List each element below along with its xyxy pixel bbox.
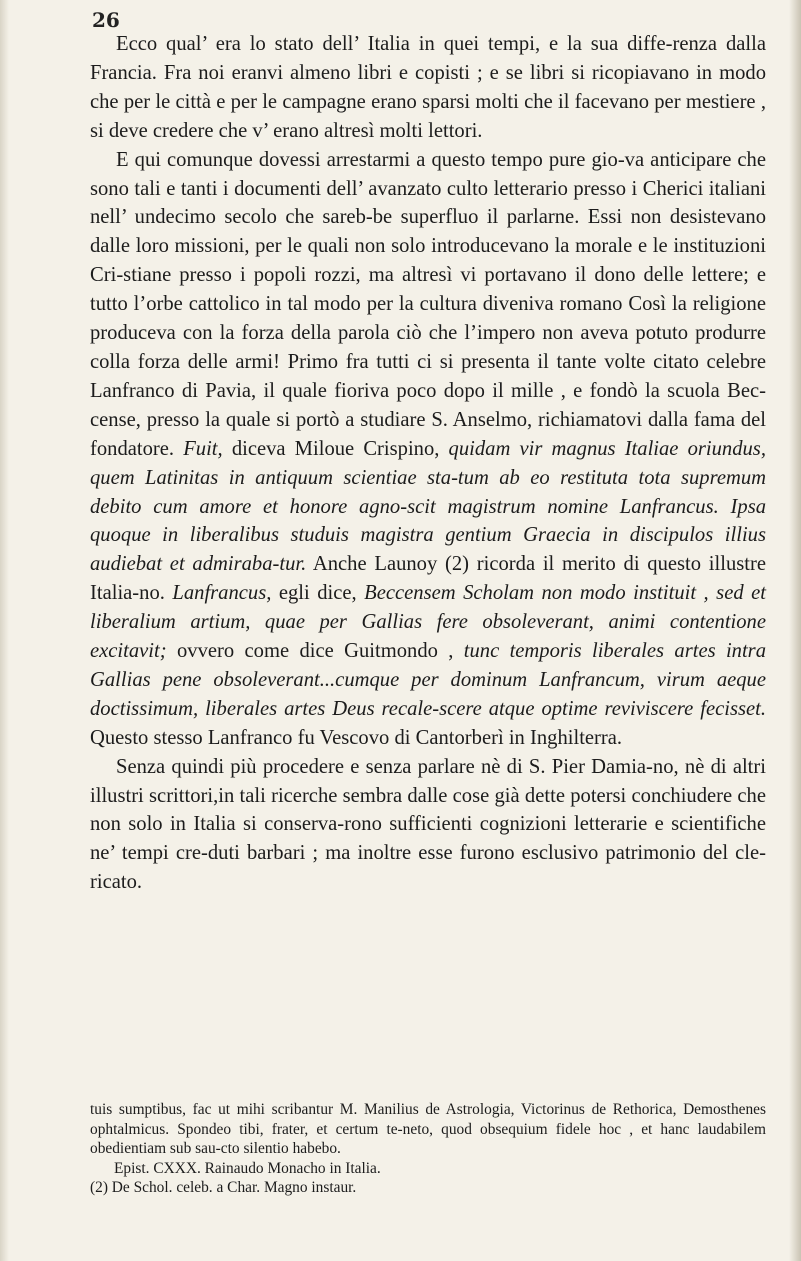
- paragraph-2-text-d: egli dice,: [278, 582, 357, 605]
- paragraph-2-text-f: Questo stesso Lanfranco fu Vescovo di Cantorberì in Inghilterra.: [90, 726, 623, 749]
- page-right-edge: [789, 0, 801, 1261]
- page-left-edge: [0, 0, 9, 1261]
- main-text: [90, 30, 766, 897]
- paragraph-2-text-e: ovvero come dice Guitmondo ,: [176, 640, 454, 663]
- paragraph-1: [90, 30, 766, 146]
- page-number: 26: [92, 8, 120, 32]
- paragraph-2: [90, 146, 766, 753]
- latin-quote-3: Lanfrancus,: [172, 582, 272, 605]
- latin-quote-5: tunc temporis liberales artes intra Gallias pene obsoleverant...cumque per dominum Lanfrancum, virum aeque doctissimum, liberales artes Deus recale-scere atque optime reviviscere fecisset.: [90, 640, 766, 720]
- paragraph-3-text: Senza quindi più procedere e senza parlare nè di S. Pier Damia-no, nè di altri illustri scrittori,in tali ricerche sembra dalle cose già dette potersi conchiudere che non solo in Italia si conserva-rono sufficienti cognizioni letterarie e scientifiche ne’ tempi cre-duti barbari ; ma inoltre esse furono esclusivo patrimonio del cle-ricato.: [90, 755, 766, 894]
- latin-quote-4: Beccensem Scholam non modo instituit , sed et liberalium artium, quae per Gallias fere obsoleverant, animi contentione excitavit;: [90, 582, 766, 663]
- latin-quote-1: Fuit,: [183, 437, 223, 460]
- footnote-citation: Epist. CXXX. Rainaudo Monacho in Italia.: [114, 1159, 381, 1177]
- paragraph-2-text-a: E qui comunque dovessi arrestarmi a questo tempo pure gio-va anticipare che sono tali e tanti i documenti dell’ avanzato culto letterario presso i Cherici italiani nell’ undecimo secolo che sareb-be superfluo il parlarne. Essi non desistevano dalle loro missioni, per le quali non solo introducevano la morale e le instituzioni Cri-stiane presso i popoli rozzi, ma altresì vi portavano il dono delle lettere; e tutto l’orbe cattolico in tal modo per la cultura diveniva romano Così la religione produceva con la forza della parola ciò che l’impero non aveva potuto produrre colla forza delle armi! Primo fra tutti ci si presenta il tante volte citato celebre Lanfranco di Pavia, il quale fioriva poco dopo il mille , e fondò la scuola Bec-cense, presso la quale si portò a studiare S. Anselmo, richiamatovi dalla fama del fondatore.: [90, 148, 766, 460]
- paragraph-1-text: Ecco qual’ era lo stato dell’ Italia in quei tempi, e la sua diffe-renza dalla Francia. Fra noi eranvi almeno libri e copisti ; e se libri si ricopiavano in modo che per le città e per le campagne erano sparsi molti che il facevano per mestiere , si deve credere che v’ erano altresì molti lettori.: [90, 33, 766, 142]
- latin-quote-2: quidam vir magnus Italiae oriundus, quem Latinitas in antiquum scientiae sta-tum ab eo restituta tota supremum debito cum amore et honore agno-scit magistrum nomine Lanfrancus. Ipsa quoque in liberalibus studuis magistra gentium Graecia in discipulos illius audiebat et admiraba-tur.: [90, 437, 766, 576]
- footnote-continuation: tuis sumptibus, fac ut mihi scribantur M. Manilius de Astrologia, Victorinus de Rethorica, Demosthenes ophtalmicus. Spondeo tibi, frater, et certum te-neto, quod obsequium fidele hoc , et hanc laudabilem obedientiam sub sau-cto silentio habebo.: [90, 1101, 766, 1158]
- paragraph-2-text-b: diceva Miloue Crispino,: [231, 437, 440, 460]
- footnotes: [90, 1100, 766, 1198]
- paragraph-3: [90, 753, 766, 898]
- paragraph-2-text-c: Anche Launoy (2) ricorda il merito di questo illustre Italia-no.: [90, 553, 766, 605]
- footnote-2: (2) De Schol. celeb. a Char. Magno instaur.: [90, 1179, 357, 1197]
